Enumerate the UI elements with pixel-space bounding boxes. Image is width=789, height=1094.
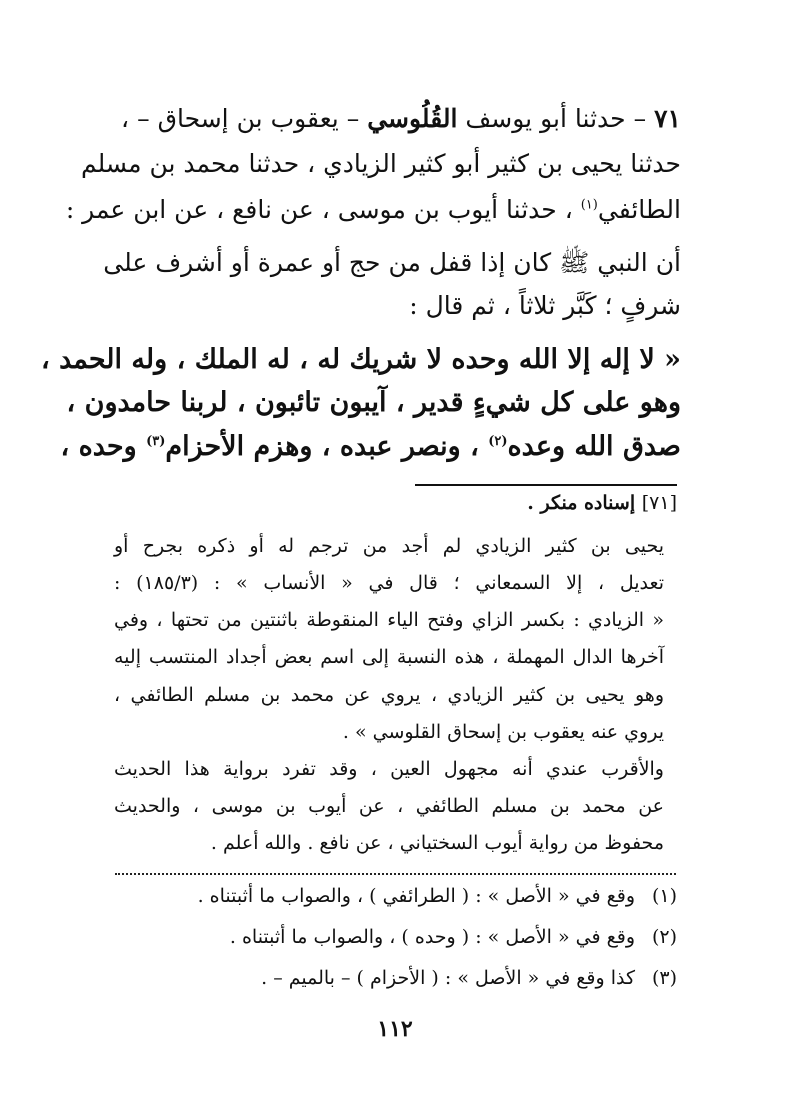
commentary-heading xyxy=(527,494,677,513)
hadith-line3-start: الطائفي xyxy=(597,195,681,224)
hadith-line-2: حدثنا يحيى بن كثير أبو كثير الزيادي ، حدثنا محمد بن مسلم xyxy=(80,149,681,178)
hadith-line-5: شرفٍ ؛ كَبَّر ثلاثاً ، ثم قال : xyxy=(409,291,681,320)
footnote-ref-3: (٣) xyxy=(146,434,166,449)
footnote-text: وقع في « الأصل » : ( الطرائفي ) ، والصواب ما أثبتناه . xyxy=(197,885,635,907)
commentary-line: والأقرب عندي أنه مجهول العين ، وقد تفرد برواية هذا الحديث xyxy=(114,758,664,780)
dua-line-1: « لا إله إلا الله وحده لا شريك له ، له الملك ، وله الحمد ، xyxy=(40,344,681,375)
dua3-middle: ، ونصر عبده ، وهزم الأحزام xyxy=(165,431,489,462)
footnote-ref-2: (٢) xyxy=(488,434,508,449)
hadith-line1-start: حدثنا أبو يوسف xyxy=(457,104,626,133)
hadith-line-4 xyxy=(103,248,681,277)
commentary-line: وهو يحيى بن كثير الزيادي ، يروي عن محمد بن مسلم الطائفي ، xyxy=(114,684,664,706)
footnote-number: (٢) xyxy=(651,926,677,948)
dua-line-3 xyxy=(60,431,681,462)
commentary-line: تعديل ، إلا السمعاني ؛ قال في « الأنساب » : (١٨٥/٣) : xyxy=(114,572,664,594)
commentary-line: آخرها الدال المهملة ، هذه النسبة إلى اسم بعض أجداد المنتسب إليه xyxy=(114,646,664,668)
commentary-ref: [٧١] xyxy=(641,492,677,514)
hadith-line1-end: – يعقوب بن إسحاق – ، xyxy=(121,104,368,133)
narrator-name: القُلُوسي xyxy=(367,104,458,133)
footnote-item xyxy=(198,887,677,906)
footnote-number: (٣) xyxy=(651,967,677,989)
footnote-item xyxy=(261,969,677,988)
footnote-text: وقع في « الأصل » : ( وحده ) ، والصواب ما أثبتناه . xyxy=(229,926,635,948)
commentary-grade: إسناده منكر . xyxy=(527,492,642,514)
hadith-number: ٧١ xyxy=(654,104,681,133)
commentary-line: عن محمد بن مسلم الطائفي ، عن أيوب بن موسى ، والحديث xyxy=(114,795,664,817)
hadith-line-3 xyxy=(65,195,681,224)
footnotes-divider xyxy=(115,873,676,875)
hadith-line4-end: كان إذا قفل من حج أو عمرة أو أشرف على xyxy=(103,248,560,277)
footnote-number: (١) xyxy=(651,885,677,907)
dua3-end: وحده ، xyxy=(60,431,147,462)
dua-line-2: وهو على كل شيءٍ قدير ، آيبون تائبون ، لربنا حامدون ، xyxy=(66,387,681,418)
salutation-glyph: ﷺ xyxy=(559,248,590,277)
page-number: ١١٢ xyxy=(377,1016,413,1042)
hadith-line-1 xyxy=(121,106,681,131)
hadith-line3-end: ، حدثنا أيوب بن موسى ، عن نافع ، عن ابن عمر : xyxy=(65,195,581,224)
hadith-dash: – xyxy=(625,104,655,133)
commentary-line: محفوظ من رواية أيوب السختياني ، عن نافع . والله أعلم . xyxy=(210,832,664,854)
footnote-ref-1: (١) xyxy=(580,197,598,213)
commentary-line: « الزيادي : بكسر الزاي وفتح الياء المنقوطة باثنتين من تحتها ، وفي xyxy=(114,609,664,631)
footnote-item xyxy=(230,928,677,947)
dua3-start: صدق الله وعده xyxy=(507,431,681,462)
hadith-line4-start: أن النبي xyxy=(589,248,681,277)
commentary-line: يحيى بن كثير الزيادي لم أجد من ترجم له أو ذكره بجرح أو xyxy=(114,535,664,557)
footnote-text: كذا وقع في « الأصل » : ( الأحزام ) – بالميم – . xyxy=(261,967,635,989)
section-divider xyxy=(415,484,677,486)
commentary-line: يروي عنه يعقوب بن إسحاق القلوسي » . xyxy=(342,721,664,743)
